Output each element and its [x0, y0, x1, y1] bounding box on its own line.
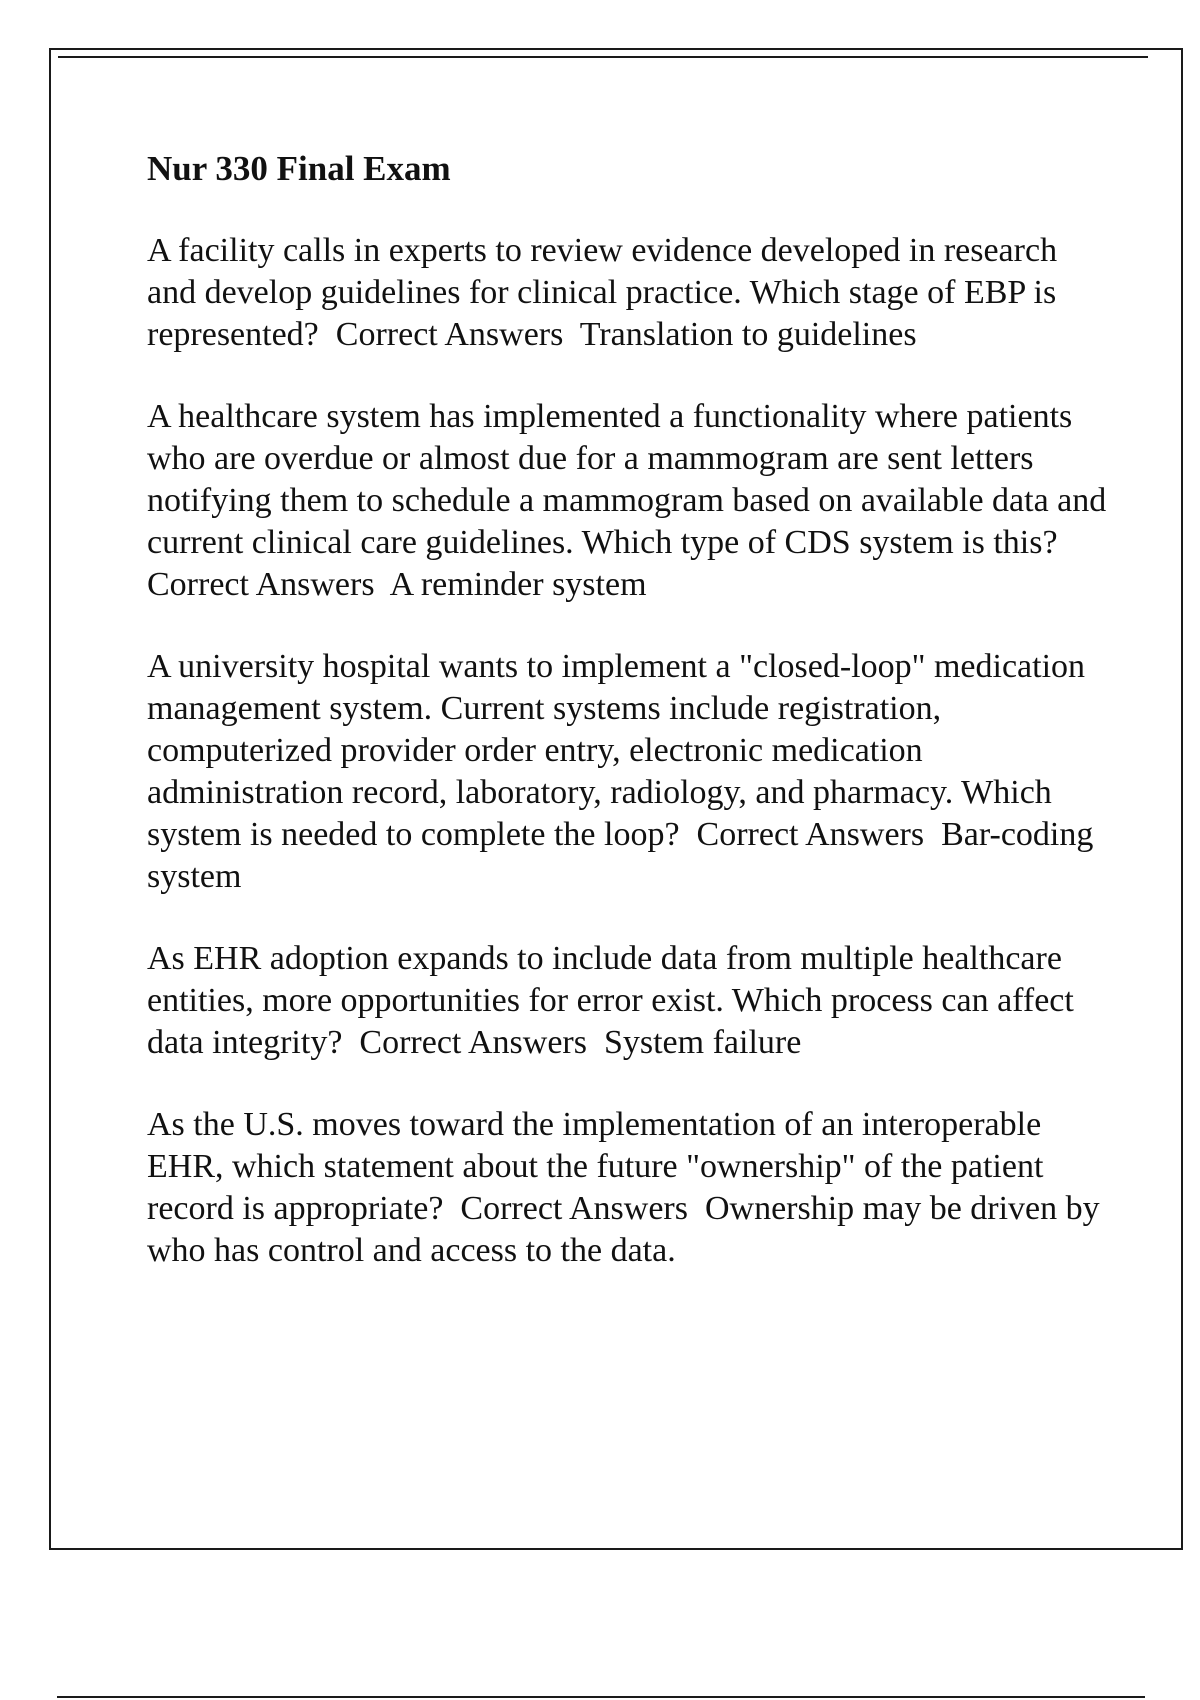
question-answer-2: A healthcare system has implemented a functionality where patients who are overdue or almost due for a mammogram are sent letters notifying them to schedule a mammogram based on available data and current clinical care guidelines. Which type of CDS system is this? Correct Answers A reminder system	[147, 398, 1115, 603]
question-answer-3: A university hospital wants to implement a "closed-loop" medication management system. Current systems include registration, computerized provider order entry, electronic medication administration record, laboratory, radiology, and pharmacy. Which system is needed to complete the loop? Correct Answers Bar-coding system	[147, 648, 1102, 895]
bottom-rule	[57, 1696, 1145, 1698]
question-answer-5: As the U.S. moves toward the implementation of an interoperable EHR, which statement about the future "ownership" of the patient record is appropriate? Correct Answers Ownership may be driven by who has control and access to the data.	[147, 1106, 1109, 1269]
top-rule	[58, 56, 1148, 58]
question-answer-1: A facility calls in experts to review evidence developed in research and develop guidelines for clinical practice. Which stage of EBP is represented? Correct Answers Translation to guidelines	[147, 232, 1066, 353]
document-body	[147, 148, 1115, 1312]
question-answer-4: As EHR adoption expands to include data from multiple healthcare entities, more opportunities for error exist. Which process can affect data integrity? Correct Answers System failure	[147, 940, 1083, 1061]
document-title: Nur 330 Final Exam	[147, 149, 451, 188]
page-frame	[49, 48, 1183, 1550]
